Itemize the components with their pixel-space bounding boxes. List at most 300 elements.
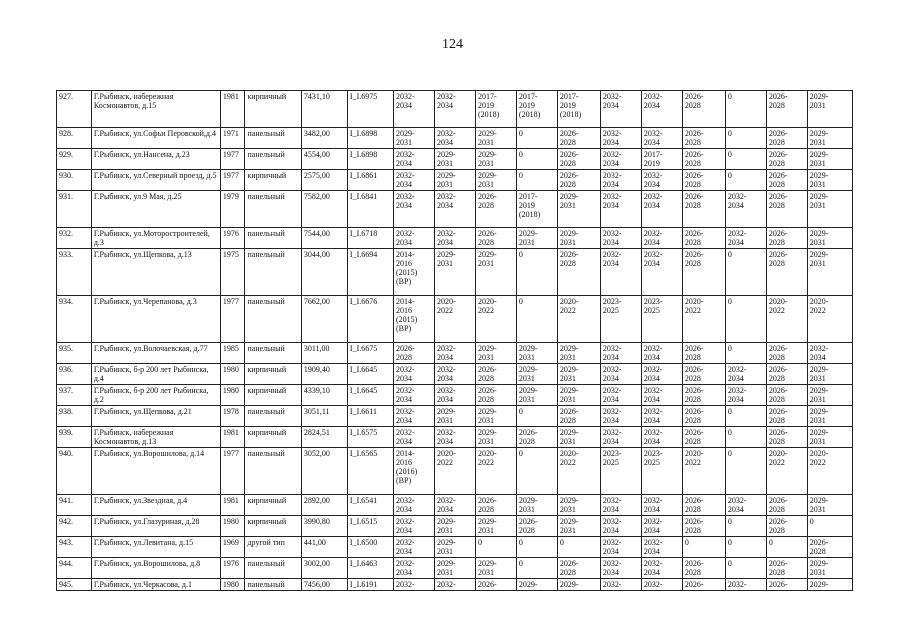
row-number: 942. bbox=[57, 516, 92, 537]
year-cell: 1985 bbox=[220, 343, 245, 364]
address-cell: Г.Рыбинск, ул.Ворошилова, д.14 bbox=[91, 448, 220, 495]
year-cell: 1975 bbox=[220, 249, 245, 296]
period-cell: 2032- 2034 bbox=[725, 191, 766, 228]
area-cell: 7456,00 bbox=[301, 579, 347, 591]
period-cell: 2029- 2031 bbox=[475, 249, 516, 296]
period-cell: 2029- 2031 bbox=[807, 149, 852, 170]
period-cell: 2026- 2028 bbox=[557, 406, 600, 427]
period-cell: 0 bbox=[725, 343, 766, 364]
period-cell: 0 bbox=[725, 406, 766, 427]
area-cell: 3990,80 bbox=[301, 516, 347, 537]
period-cell: 0 bbox=[516, 537, 557, 558]
period-cell: 2032- 2034 bbox=[600, 91, 641, 128]
period-cell: 2026- 2028 bbox=[682, 516, 725, 537]
period-cell: 2029- 2031 bbox=[557, 427, 600, 448]
period-cell: 2032- 2034 bbox=[394, 427, 435, 448]
period-cell: 2023- 2025 bbox=[641, 448, 682, 495]
period-cell: 2026- 2028 bbox=[682, 385, 725, 406]
period-cell: 2032- 2034 bbox=[725, 495, 766, 516]
address-cell: Г.Рыбинск, ул.Софьи Перовской,д.4 bbox=[91, 128, 220, 149]
period-cell: 2029- 2031 bbox=[434, 170, 475, 191]
period-cell: 2026- 2028 bbox=[682, 406, 725, 427]
period-cell: 2026- 2028 bbox=[682, 228, 725, 249]
period-cell: 2026- 2028 bbox=[682, 249, 725, 296]
code-cell: I_I.6861 bbox=[347, 170, 393, 191]
period-cell: 2029- 2031 bbox=[434, 149, 475, 170]
period-cell: 2029- 2031 bbox=[516, 495, 557, 516]
period-cell: 2026- 2028 bbox=[807, 537, 852, 558]
period-cell: 0 bbox=[725, 170, 766, 191]
period-cell: 2032- 2034 bbox=[641, 191, 682, 228]
period-cell: 2026- 2028 bbox=[766, 427, 807, 448]
area-cell: 2575,00 bbox=[301, 170, 347, 191]
period-cell: 2032- 2034 bbox=[394, 91, 435, 128]
period-cell: 2026- 2028 bbox=[682, 343, 725, 364]
period-cell: 2029- 2031 bbox=[434, 537, 475, 558]
year-cell: 1978 bbox=[220, 406, 245, 427]
area-cell: 3051,11 bbox=[301, 406, 347, 427]
period-cell: 2032- 2034 bbox=[394, 364, 435, 385]
area-cell: 441,00 bbox=[301, 537, 347, 558]
period-cell: 2032- 2034 bbox=[434, 427, 475, 448]
period-cell: 2032- 2034 bbox=[394, 516, 435, 537]
period-cell: 2029- 2031 bbox=[807, 91, 852, 128]
period-cell: 2029- 2031 bbox=[557, 364, 600, 385]
period-cell: 2020- 2022 bbox=[475, 296, 516, 343]
period-cell: 2026- 2028 bbox=[682, 191, 725, 228]
period-cell: 2026- 2028 bbox=[475, 385, 516, 406]
period-cell: 2026- 2028 bbox=[766, 228, 807, 249]
table-row bbox=[57, 516, 853, 537]
table-row bbox=[57, 495, 853, 516]
period-cell: 2032- 2034 bbox=[394, 228, 435, 249]
material-cell: панельный bbox=[245, 558, 301, 579]
period-cell: 2029- 2031 bbox=[807, 170, 852, 191]
period-cell: 2026- 2028 bbox=[682, 495, 725, 516]
period-cell: 2032- 2034 bbox=[641, 249, 682, 296]
year-cell: 1976 bbox=[220, 228, 245, 249]
period-cell: 2032- 2034 bbox=[641, 495, 682, 516]
period-cell: 2032- 2034 bbox=[600, 495, 641, 516]
period-cell: 2026- 2028 bbox=[766, 91, 807, 128]
year-cell: 1977 bbox=[220, 448, 245, 495]
period-cell: 0 bbox=[725, 249, 766, 296]
area-cell: 3482,00 bbox=[301, 128, 347, 149]
table-row bbox=[57, 558, 853, 579]
period-cell: 0 bbox=[516, 406, 557, 427]
material-cell: панельный bbox=[245, 128, 301, 149]
period-cell: 2032- 2034 bbox=[725, 385, 766, 406]
row-number: 935. bbox=[57, 343, 92, 364]
period-cell: 2032- 2034 bbox=[600, 170, 641, 191]
period-cell: 2026- 2028 bbox=[557, 249, 600, 296]
address-cell: Г.Рыбинск, б-р 200 лет Рыбинска, д.4 bbox=[91, 364, 220, 385]
code-cell: I_I.6191 bbox=[347, 579, 393, 591]
period-cell: 2032- bbox=[394, 579, 435, 591]
year-cell: 1969 bbox=[220, 537, 245, 558]
code-cell: I_I.6718 bbox=[347, 228, 393, 249]
period-cell: 2029- 2031 bbox=[807, 495, 852, 516]
period-cell: 2032- 2034 bbox=[434, 191, 475, 228]
period-cell: 2029- 2031 bbox=[807, 249, 852, 296]
period-cell: 2032- 2034 bbox=[641, 364, 682, 385]
code-cell: I_I.6898 bbox=[347, 128, 393, 149]
table-row bbox=[57, 343, 853, 364]
period-cell: 2032- 2034 bbox=[725, 364, 766, 385]
address-cell: Г.Рыбинск, ул.Моторостроителей, д.3 bbox=[91, 228, 220, 249]
period-cell: 2029- 2031 bbox=[557, 495, 600, 516]
period-cell: 2023- 2025 bbox=[641, 296, 682, 343]
address-cell: Г.Рыбинск, ул.Волочаевская, д.77 bbox=[91, 343, 220, 364]
area-cell: 7582,00 bbox=[301, 191, 347, 228]
period-cell: 2026- 2028 bbox=[516, 516, 557, 537]
code-cell: I_I.6565 bbox=[347, 448, 393, 495]
period-cell: 2026- 2028 bbox=[682, 558, 725, 579]
period-cell: 2029- 2031 bbox=[557, 191, 600, 228]
period-cell: 2026- 2028 bbox=[766, 128, 807, 149]
period-cell: 2029- 2031 bbox=[516, 364, 557, 385]
period-cell: 2032- 2034 bbox=[600, 343, 641, 364]
period-cell: 2014- 2016 (2016) (ВР) bbox=[394, 448, 435, 495]
row-number: 937. bbox=[57, 385, 92, 406]
period-cell: 2020- 2022 bbox=[807, 448, 852, 495]
period-cell: 2026- 2028 bbox=[557, 558, 600, 579]
period-cell: 2017- 2019 bbox=[641, 149, 682, 170]
period-cell: 2026- 2028 bbox=[766, 385, 807, 406]
period-cell: 2029- 2031 bbox=[557, 516, 600, 537]
period-cell: 2032- bbox=[641, 579, 682, 591]
period-cell: 2029- 2031 bbox=[434, 406, 475, 427]
period-cell: 2029- 2031 bbox=[475, 516, 516, 537]
period-cell: 2020- 2022 bbox=[766, 448, 807, 495]
code-cell: I_I.6645 bbox=[347, 364, 393, 385]
material-cell: кирпичный bbox=[245, 516, 301, 537]
period-cell: 2029- 2031 bbox=[516, 343, 557, 364]
material-cell: панельный bbox=[245, 579, 301, 591]
period-cell: 2020- 2022 bbox=[766, 296, 807, 343]
period-cell: 2032- 2034 bbox=[641, 537, 682, 558]
address-cell: Г.Рыбинск, ул.Щепкова, д.13 bbox=[91, 249, 220, 296]
year-cell: 1980 bbox=[220, 516, 245, 537]
area-cell: 2892,00 bbox=[301, 495, 347, 516]
code-cell: I_I.6500 bbox=[347, 537, 393, 558]
area-cell: 3011,00 bbox=[301, 343, 347, 364]
year-cell: 1980 bbox=[220, 579, 245, 591]
period-cell: 2032- 2034 bbox=[725, 228, 766, 249]
period-cell: 2029- 2031 bbox=[557, 228, 600, 249]
period-cell: 2017- 2019 (2018) bbox=[516, 191, 557, 228]
period-cell: 2020- 2022 bbox=[807, 296, 852, 343]
code-cell: I_I.6515 bbox=[347, 516, 393, 537]
period-cell: 2032- 2034 bbox=[641, 128, 682, 149]
code-cell: I_I.6676 bbox=[347, 296, 393, 343]
code-cell: I_I.6645 bbox=[347, 385, 393, 406]
period-cell: 0 bbox=[725, 427, 766, 448]
period-cell: 2029- 2031 bbox=[807, 364, 852, 385]
period-cell: 2026- 2028 bbox=[766, 495, 807, 516]
table-row bbox=[57, 579, 853, 591]
period-cell: 2032- 2034 bbox=[600, 364, 641, 385]
row-number: 945. bbox=[57, 579, 92, 591]
row-number: 933. bbox=[57, 249, 92, 296]
period-cell: 2017- 2019 (2018) bbox=[516, 91, 557, 128]
table-row bbox=[57, 364, 853, 385]
period-cell: 2026- 2028 bbox=[516, 427, 557, 448]
material-cell: кирпичный bbox=[245, 385, 301, 406]
material-cell: кирпичный bbox=[245, 170, 301, 191]
period-cell: 2017- 2019 (2018) bbox=[557, 91, 600, 128]
period-cell: 2017- 2019 (2018) bbox=[475, 91, 516, 128]
code-cell: I_I.6694 bbox=[347, 249, 393, 296]
year-cell: 1976 bbox=[220, 558, 245, 579]
period-cell: 2029- 2031 bbox=[807, 406, 852, 427]
period-cell: 2026- 2028 bbox=[475, 495, 516, 516]
period-cell: 0 bbox=[516, 249, 557, 296]
period-cell: 2026- 2028 bbox=[557, 128, 600, 149]
table-row bbox=[57, 448, 853, 495]
code-cell: I_I.6975 bbox=[347, 91, 393, 128]
year-cell: 1981 bbox=[220, 91, 245, 128]
period-cell: 0 bbox=[557, 537, 600, 558]
row-number: 939. bbox=[57, 427, 92, 448]
period-cell: 2026- 2028 bbox=[682, 128, 725, 149]
material-cell: панельный bbox=[245, 343, 301, 364]
period-cell: 2032- 2034 bbox=[394, 385, 435, 406]
period-cell: 2032- 2034 bbox=[600, 149, 641, 170]
period-cell: 0 bbox=[766, 537, 807, 558]
year-cell: 1980 bbox=[220, 364, 245, 385]
period-cell: 2032- 2034 bbox=[434, 91, 475, 128]
period-cell: 2032- bbox=[725, 579, 766, 591]
address-cell: Г.Рыбинск, б-р 200 лет Рыбинска, д.2 bbox=[91, 385, 220, 406]
period-cell: 2029- 2031 bbox=[434, 558, 475, 579]
period-cell: 2032- 2034 bbox=[434, 385, 475, 406]
year-cell: 1979 bbox=[220, 191, 245, 228]
period-cell: 2026- 2028 bbox=[766, 364, 807, 385]
period-cell: 2032- 2034 bbox=[394, 191, 435, 228]
period-cell: 2020- 2022 bbox=[557, 448, 600, 495]
row-number: 943. bbox=[57, 537, 92, 558]
period-cell: 2026- 2028 bbox=[766, 149, 807, 170]
period-cell: 2032- 2034 bbox=[641, 170, 682, 191]
table-row bbox=[57, 406, 853, 427]
period-cell: 2032- 2034 bbox=[600, 537, 641, 558]
table-body bbox=[57, 91, 853, 591]
table-row bbox=[57, 191, 853, 228]
area-cell: 3052,00 bbox=[301, 448, 347, 495]
period-cell: 2029- 2031 bbox=[475, 406, 516, 427]
table-row bbox=[57, 149, 853, 170]
period-cell: 2020- 2022 bbox=[682, 448, 725, 495]
period-cell: 2029- 2031 bbox=[516, 385, 557, 406]
period-cell: 2029- 2031 bbox=[394, 128, 435, 149]
period-cell: 2032- 2034 bbox=[600, 385, 641, 406]
table-row bbox=[57, 128, 853, 149]
period-cell: 2032- 2034 bbox=[600, 406, 641, 427]
material-cell: панельный bbox=[245, 191, 301, 228]
period-cell: 2026- 2028 bbox=[766, 406, 807, 427]
code-cell: I_I.6463 bbox=[347, 558, 393, 579]
period-cell: 2032- 2034 bbox=[394, 537, 435, 558]
material-cell: панельный bbox=[245, 149, 301, 170]
address-cell: Г.Рыбинск, ул.9 Мая, д.25 bbox=[91, 191, 220, 228]
period-cell: 2032- 2034 bbox=[600, 191, 641, 228]
year-cell: 1977 bbox=[220, 149, 245, 170]
area-cell: 7431,10 bbox=[301, 91, 347, 128]
row-number: 938. bbox=[57, 406, 92, 427]
area-cell: 7544,00 bbox=[301, 228, 347, 249]
period-cell: 0 bbox=[725, 516, 766, 537]
period-cell: 0 bbox=[807, 516, 852, 537]
period-cell: 2020- 2022 bbox=[434, 296, 475, 343]
period-cell: 2026- 2028 bbox=[682, 91, 725, 128]
material-cell: панельный bbox=[245, 448, 301, 495]
period-cell: 2026- 2028 bbox=[394, 343, 435, 364]
period-cell: 2032- 2034 bbox=[641, 558, 682, 579]
period-cell: 2026- bbox=[682, 579, 725, 591]
row-number: 934. bbox=[57, 296, 92, 343]
period-cell: 0 bbox=[516, 128, 557, 149]
period-cell: 2032- 2034 bbox=[600, 228, 641, 249]
period-cell: 2032- 2034 bbox=[641, 427, 682, 448]
area-cell: 3002,00 bbox=[301, 558, 347, 579]
code-cell: I_I.6611 bbox=[347, 406, 393, 427]
period-cell: 2029- bbox=[557, 579, 600, 591]
period-cell: 0 bbox=[725, 537, 766, 558]
period-cell: 0 bbox=[725, 296, 766, 343]
period-cell: 0 bbox=[475, 537, 516, 558]
period-cell: 2032- 2034 bbox=[641, 228, 682, 249]
period-cell: 2032- 2034 bbox=[394, 170, 435, 191]
row-number: 929. bbox=[57, 149, 92, 170]
table-row bbox=[57, 537, 853, 558]
year-cell: 1981 bbox=[220, 495, 245, 516]
period-cell: 2023- 2025 bbox=[600, 448, 641, 495]
area-cell: 4554,00 bbox=[301, 149, 347, 170]
period-cell: 0 bbox=[725, 448, 766, 495]
period-cell: 2029- 2031 bbox=[434, 516, 475, 537]
period-cell: 2026- bbox=[475, 579, 516, 591]
code-cell: I_I.6675 bbox=[347, 343, 393, 364]
period-cell: 2029- 2031 bbox=[807, 191, 852, 228]
row-number: 936. bbox=[57, 364, 92, 385]
row-number: 930. bbox=[57, 170, 92, 191]
period-cell: 2026- 2028 bbox=[475, 364, 516, 385]
period-cell: 2029- 2031 bbox=[475, 427, 516, 448]
material-cell: панельный bbox=[245, 296, 301, 343]
period-cell: 2014- 2016 (2015) (ВР) bbox=[394, 296, 435, 343]
table-row bbox=[57, 249, 853, 296]
address-cell: Г.Рыбинск, набережная Космонавтов, д.15 bbox=[91, 91, 220, 128]
row-number: 931. bbox=[57, 191, 92, 228]
period-cell: 0 bbox=[725, 149, 766, 170]
material-cell: кирпичный bbox=[245, 364, 301, 385]
code-cell: I_I.6841 bbox=[347, 191, 393, 228]
year-cell: 1977 bbox=[220, 296, 245, 343]
period-cell: 2026- 2028 bbox=[682, 364, 725, 385]
period-cell: 2029- 2031 bbox=[807, 228, 852, 249]
code-cell: I_I.6575 bbox=[347, 427, 393, 448]
period-cell: 2032- 2034 bbox=[641, 385, 682, 406]
address-cell: Г.Рыбинск, ул.Левитана, д.15 bbox=[91, 537, 220, 558]
period-cell: 2032- bbox=[434, 579, 475, 591]
period-cell: 2032- 2034 bbox=[641, 406, 682, 427]
period-cell: 2026- 2028 bbox=[475, 191, 516, 228]
row-number: 927. bbox=[57, 91, 92, 128]
period-cell: 2032- 2034 bbox=[434, 364, 475, 385]
period-cell: 2029- bbox=[807, 579, 852, 591]
period-cell: 2029- 2031 bbox=[807, 558, 852, 579]
year-cell: 1980 bbox=[220, 385, 245, 406]
period-cell: 0 bbox=[516, 558, 557, 579]
address-cell: Г.Рыбинск, ул.Звездная, д.4 bbox=[91, 495, 220, 516]
period-cell: 2032- 2034 bbox=[641, 343, 682, 364]
period-cell: 2029- 2031 bbox=[475, 128, 516, 149]
material-cell: другой тип bbox=[245, 537, 301, 558]
period-cell: 2029- 2031 bbox=[434, 249, 475, 296]
material-cell: панельный bbox=[245, 228, 301, 249]
address-cell: Г.Рыбинск, набережная Космонавтов, д.13 bbox=[91, 427, 220, 448]
period-cell: 2032- 2034 bbox=[641, 91, 682, 128]
period-cell: 2032- 2034 bbox=[394, 495, 435, 516]
period-cell: 2029- 2031 bbox=[807, 128, 852, 149]
material-cell: кирпичный bbox=[245, 91, 301, 128]
material-cell: панельный bbox=[245, 249, 301, 296]
material-cell: панельный bbox=[245, 406, 301, 427]
period-cell: 0 bbox=[516, 149, 557, 170]
period-cell: 2026- 2028 bbox=[766, 516, 807, 537]
period-cell: 0 bbox=[682, 537, 725, 558]
period-cell: 2032- 2034 bbox=[434, 128, 475, 149]
housing-table bbox=[56, 90, 853, 591]
area-cell: 3044,00 bbox=[301, 249, 347, 296]
period-cell: 2032- 2034 bbox=[394, 149, 435, 170]
period-cell: 0 bbox=[725, 91, 766, 128]
period-cell: 2026- 2028 bbox=[557, 149, 600, 170]
period-cell: 0 bbox=[516, 170, 557, 191]
period-cell: 2032- 2034 bbox=[434, 343, 475, 364]
row-number: 928. bbox=[57, 128, 92, 149]
address-cell: Г.Рыбинск, ул.Щепкова, д.21 bbox=[91, 406, 220, 427]
period-cell: 2026- 2028 bbox=[475, 228, 516, 249]
period-cell: 2026- 2028 bbox=[682, 170, 725, 191]
area-cell: 4339,10 bbox=[301, 385, 347, 406]
table-row bbox=[57, 385, 853, 406]
table-row bbox=[57, 427, 853, 448]
address-cell: Г.Рыбинск, ул.Черкасова, д.1 bbox=[91, 579, 220, 591]
period-cell: 2026- 2028 bbox=[766, 170, 807, 191]
period-cell: 2032- 2034 bbox=[394, 558, 435, 579]
year-cell: 1981 bbox=[220, 427, 245, 448]
material-cell: кирпичный bbox=[245, 495, 301, 516]
address-cell: Г.Рыбинск, ул.Ворошилова, д.8 bbox=[91, 558, 220, 579]
period-cell: 2020- 2022 bbox=[557, 296, 600, 343]
period-cell: 2029- 2031 bbox=[475, 170, 516, 191]
period-cell: 2026- 2028 bbox=[682, 149, 725, 170]
period-cell: 2029- 2031 bbox=[516, 228, 557, 249]
table-row bbox=[57, 296, 853, 343]
row-number: 940. bbox=[57, 448, 92, 495]
period-cell: 2032- 2034 bbox=[600, 249, 641, 296]
area-cell: 7662,00 bbox=[301, 296, 347, 343]
material-cell: кирпичный bbox=[245, 427, 301, 448]
period-cell: 2032- 2034 bbox=[807, 343, 852, 364]
period-cell: 2029- 2031 bbox=[557, 343, 600, 364]
period-cell: 2026- bbox=[766, 579, 807, 591]
period-cell: 2026- 2028 bbox=[766, 343, 807, 364]
address-cell: Г.Рыбинск, ул.Черепанова, д.3 bbox=[91, 296, 220, 343]
code-cell: I_I.6541 bbox=[347, 495, 393, 516]
